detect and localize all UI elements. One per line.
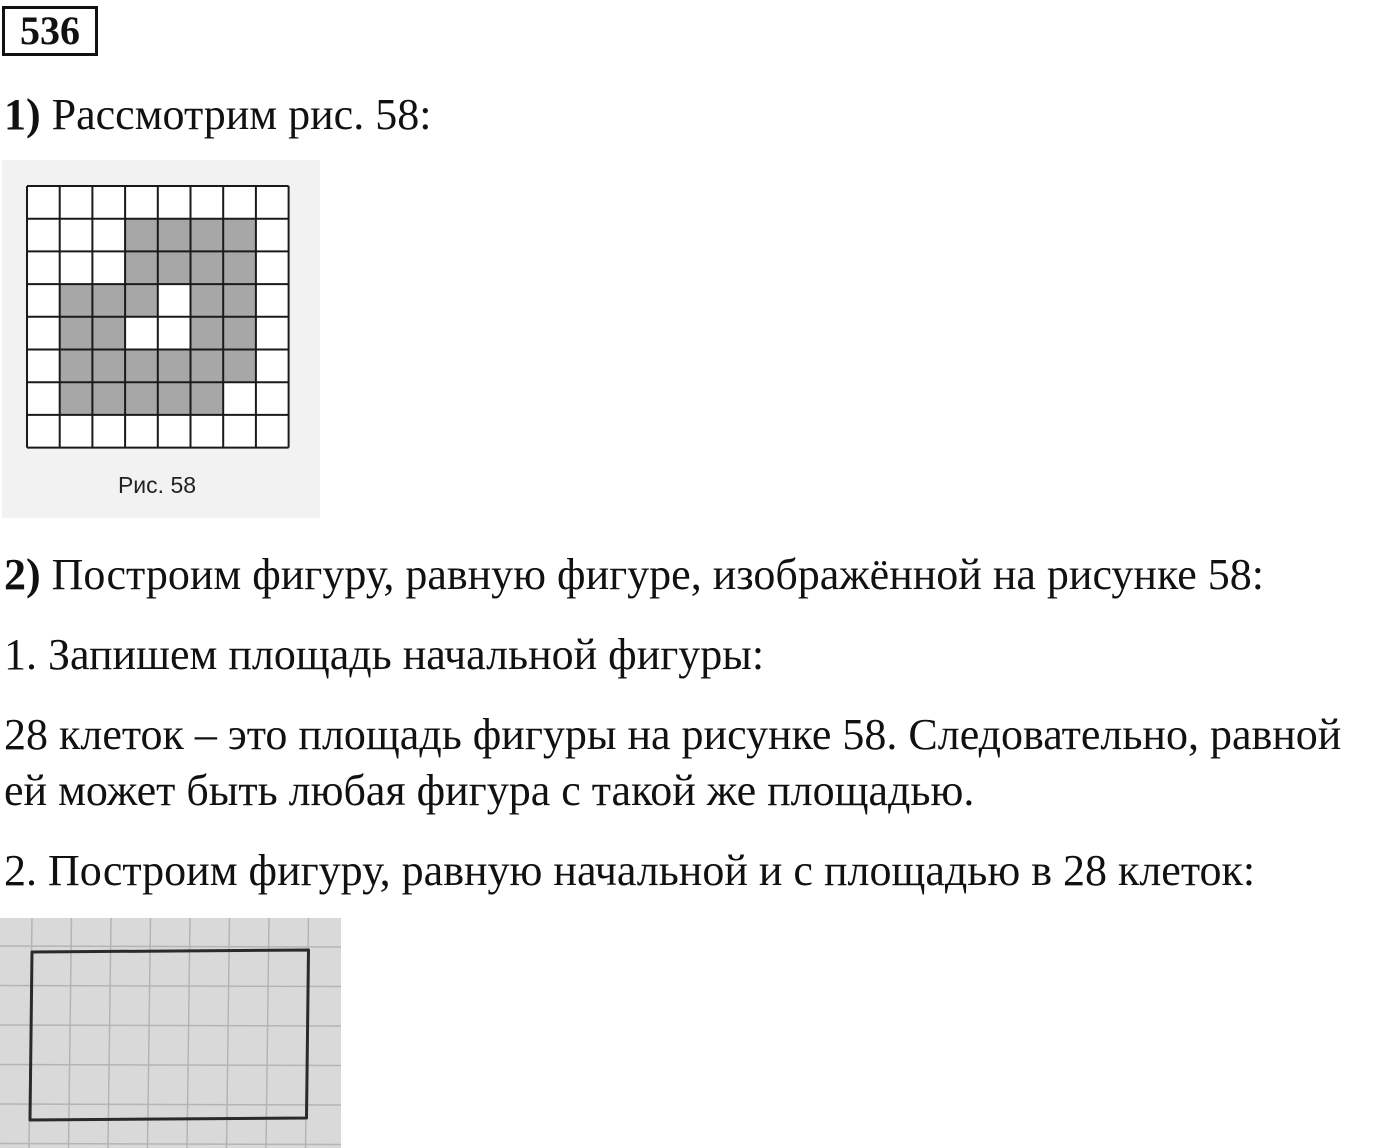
shaded-cell — [60, 350, 93, 383]
shaded-cell — [158, 382, 191, 415]
shaded-cell — [223, 284, 256, 317]
paper-grid-line — [266, 918, 269, 1148]
part1-number: 1) — [4, 90, 41, 139]
paper-grid-line — [0, 1104, 341, 1105]
figure-caption: Рис. 58 — [117, 472, 197, 498]
part2-number: 2) — [4, 550, 41, 599]
part2-heading — [4, 548, 1264, 602]
paper-grid-line — [227, 918, 230, 1148]
paper-grid-line — [0, 1025, 341, 1026]
step1-text: 1. Запишем площадь начальной фигуры: — [4, 630, 765, 679]
shaded-cell — [191, 350, 224, 383]
shaded-cell — [92, 382, 125, 415]
shaded-cell — [60, 284, 93, 317]
figure-58-grid — [2, 160, 320, 518]
shaded-cell — [191, 219, 224, 252]
paper-grid-line — [0, 1144, 341, 1145]
shaded-cell — [60, 382, 93, 415]
explanation-line-2: ей может быть любая фигура с такой же площадью. — [4, 766, 975, 815]
shaded-cell — [125, 382, 158, 415]
shaded-cell — [191, 251, 224, 284]
drawn-rectangle-grid — [0, 918, 341, 1148]
shaded-cell — [125, 284, 158, 317]
drawn-rectangle-photo — [0, 918, 341, 1148]
paper-grid-line — [0, 1065, 341, 1066]
part1-text: Рассмотрим рис. 58: — [40, 90, 432, 139]
paper-grid-line — [0, 986, 341, 987]
shaded-cell — [60, 317, 93, 350]
shaded-cell — [223, 317, 256, 350]
shaded-cell — [158, 350, 191, 383]
shaded-cell — [223, 219, 256, 252]
shaded-cell — [158, 219, 191, 252]
shaded-cell — [92, 350, 125, 383]
paper-grid-line — [187, 918, 190, 1148]
shaded-cell — [125, 219, 158, 252]
problem-number: 536 — [2, 6, 98, 56]
shaded-cell — [191, 382, 224, 415]
shaded-cell — [125, 251, 158, 284]
shaded-cell — [92, 317, 125, 350]
explanation-line-1: 28 клеток – это площадь фигуры на рисунке 58. Следовательно, равной — [4, 710, 1342, 759]
part2-text: Построим фигуру, равную фигуре, изображённой на рисунке 58: — [40, 550, 1264, 599]
shaded-cell — [223, 251, 256, 284]
step2-text: 2. Построим фигуру, равную начальной и с площадью в 28 клеток: — [4, 846, 1256, 895]
part1-heading — [4, 88, 431, 142]
paper-grid-line — [0, 946, 341, 947]
shaded-cell — [125, 350, 158, 383]
shaded-cell — [223, 350, 256, 383]
shaded-cell — [92, 284, 125, 317]
shaded-cell — [191, 317, 224, 350]
shaded-cell — [191, 284, 224, 317]
shaded-cell — [158, 251, 191, 284]
figure-58 — [2, 160, 320, 518]
